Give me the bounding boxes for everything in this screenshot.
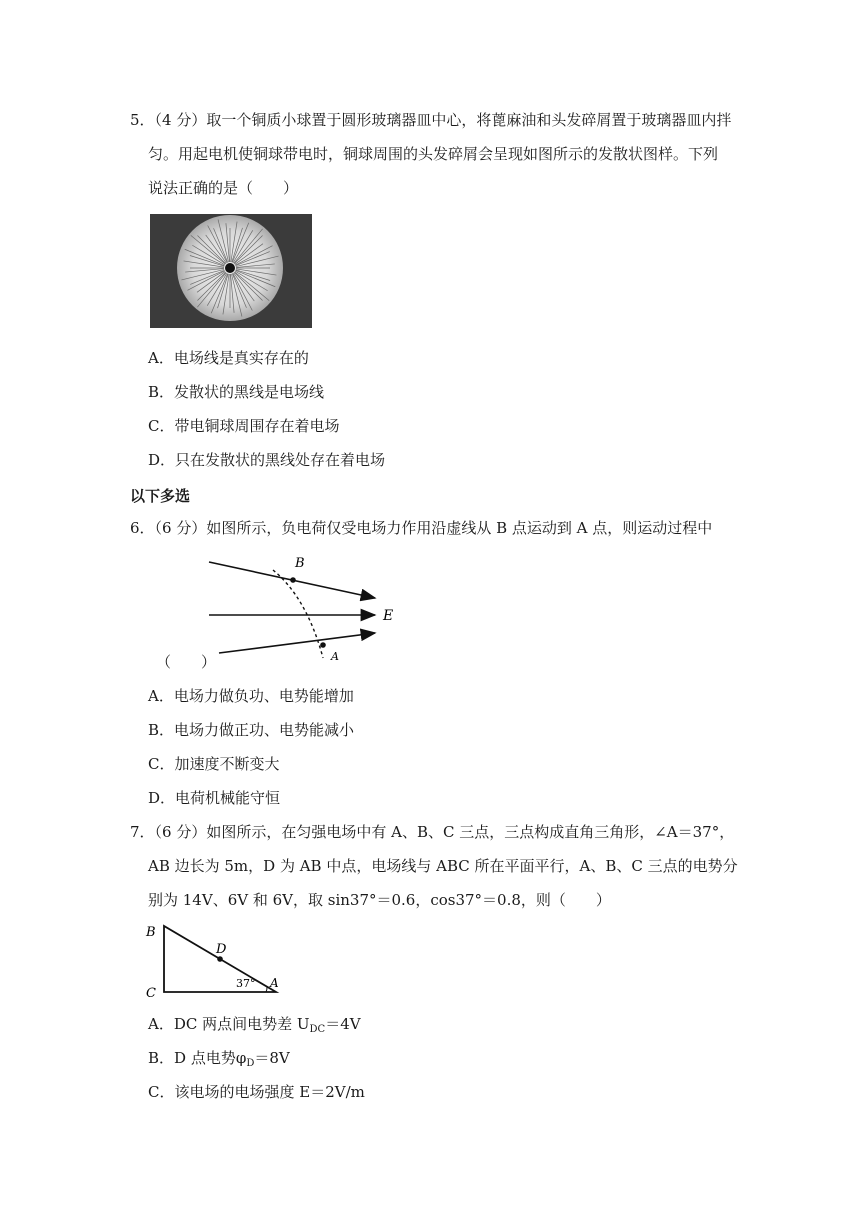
hair-fragments-field-photo: [150, 214, 312, 328]
q5-line-3: 说法正确的是（ ）: [148, 179, 299, 197]
q6-option-d: D．电荷机械能守恒: [148, 789, 281, 807]
q5-option-b: B．发散状的黑线是电场线: [148, 383, 325, 401]
q5-line-2: 匀。用起电机使铜球带电时，铜球周围的头发碎屑会呈现如图所示的发散状图样。下列: [148, 145, 719, 163]
section-heading: 以下多选: [130, 487, 191, 505]
electric-field-lines-figure: [205, 548, 405, 664]
q7-option-c: C．该电场的电场强度 E＝2V/m: [148, 1083, 365, 1101]
q7-line-3: 别为 14V、6V 和 6V，取 sin37°＝0.6，cos37°＝0.8，则（ ）: [148, 891, 611, 909]
q6-answer-paren: （ ）: [156, 653, 217, 671]
vertex-c-label: C: [146, 986, 156, 1000]
point-b-label: B: [295, 556, 305, 571]
vertex-a-label: A: [270, 976, 279, 990]
point-d-label: D: [216, 942, 227, 957]
q5-option-d: D．只在发散状的黑线处存在着电场: [148, 451, 386, 469]
q6-option-a: A．电场力做负功、电势能增加: [148, 687, 354, 705]
angle-label: 37°: [236, 977, 256, 990]
q6-option-c: C．加速度不断变大: [148, 755, 280, 773]
field-e-label: E: [383, 608, 394, 624]
q7-option-b: B．D 点电势$\varphi_D=8V$: [148, 1049, 290, 1069]
q5-option-a: A．电场线是真实存在的: [148, 349, 309, 367]
q7-option-a: A．DC 两点间电势差 $U_{DC}=4V$: [148, 1015, 361, 1035]
q7-line-1: 7．（6 分）如图所示，在匀强电场中有 A、B、C 三点，三点构成直角三角形，∠A＝37°，: [130, 823, 735, 841]
vertex-b-label: B: [146, 925, 156, 940]
point-a-label: A: [331, 650, 339, 663]
q5-line-1: 5．（4 分）取一个铜质小球置于圆形玻璃器皿中心，将蓖麻油和头发碎屑置于玻璃器皿内拌: [130, 111, 732, 129]
q5-option-c: C．带电铜球周围存在着电场: [148, 417, 340, 435]
q6-option-b: B．电场力做正功、电势能减小: [148, 721, 355, 739]
q7-line-2: AB 边长为 5m，D 为 AB 中点，电场线与 ABC 所在平面平行，A、B、C 三点的电势分: [148, 857, 738, 875]
right-triangle-figure: [140, 918, 290, 1000]
q6-line-1: 6．（6 分）如图所示，负电荷仅受电场力作用沿虚线从 B 点运动到 A 点，则运动过程中: [130, 519, 713, 537]
